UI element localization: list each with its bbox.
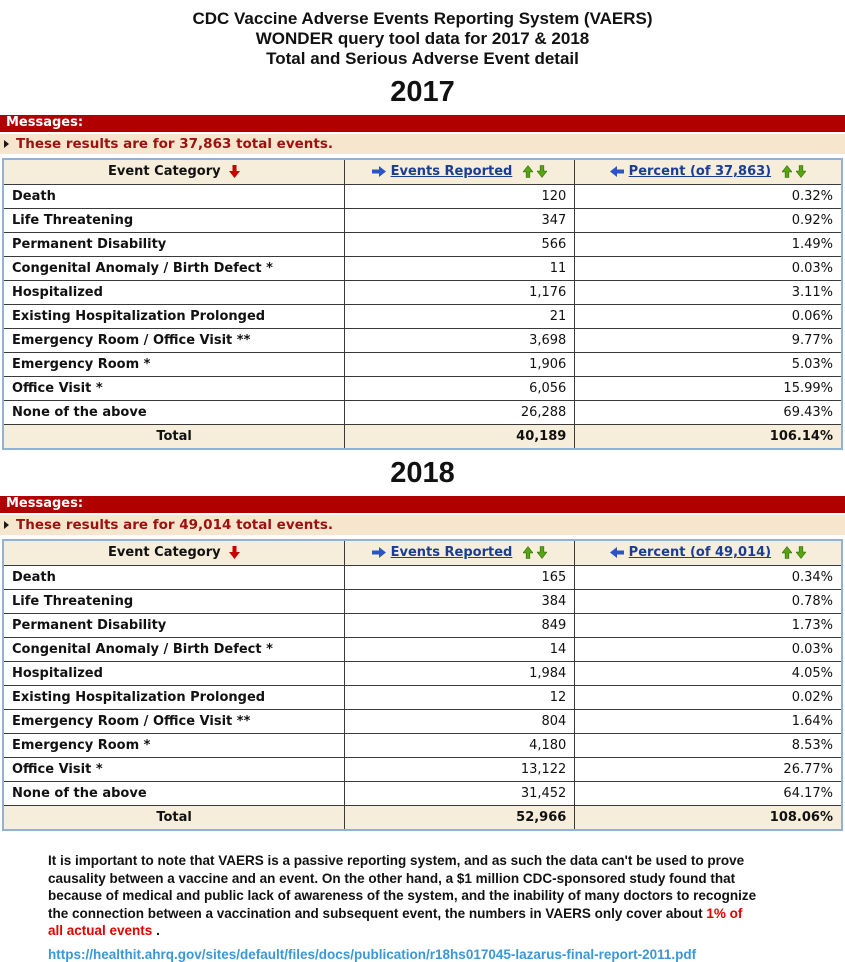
events-reported-cell: 12 <box>345 685 575 709</box>
percent-sort-link[interactable]: Percent (of 37,863) <box>628 164 772 180</box>
percent-cell: 0.03% <box>575 637 841 661</box>
table-row <box>4 232 841 256</box>
event-category-cell: Existing Hospitalization Prolonged <box>4 685 345 709</box>
events-reported-cell: 6,056 <box>345 376 575 400</box>
sort-descending-icon[interactable] <box>537 546 547 559</box>
messages-label: Messages: <box>6 115 84 130</box>
percent-cell: 5.03% <box>575 352 841 376</box>
table-row <box>4 685 841 709</box>
disclaimer-highlight: 1% of all actual events <box>48 905 743 938</box>
event-category-cell: None of the above <box>4 781 345 805</box>
percent-cell: 0.32% <box>575 184 841 208</box>
event-category-cell: Office Visit * <box>4 376 345 400</box>
results-message: These results are for 37,863 total events. <box>16 136 334 152</box>
events-reported-cell: 1,176 <box>345 280 575 304</box>
percent-cell: 4.05% <box>575 661 841 685</box>
table-row <box>4 757 841 781</box>
event-category-cell: Emergency Room * <box>4 733 345 757</box>
event-category-cell: Permanent Disability <box>4 613 345 637</box>
table-row <box>4 376 841 400</box>
sort-ascending-icon[interactable] <box>782 546 792 559</box>
page-title-line-1: CDC Vaccine Adverse Events Reporting System (VAERS) <box>192 9 653 28</box>
page-title-line-2: WONDER query tool data for 2017 & 2018 <box>255 29 590 48</box>
disclosure-triangle-icon[interactable] <box>4 521 9 529</box>
events-reported-cell: 165 <box>345 565 575 589</box>
page-title <box>0 0 845 69</box>
right-arrow-icon <box>372 547 386 558</box>
events-reported-cell: 347 <box>345 208 575 232</box>
events-reported-cell: 31,452 <box>345 781 575 805</box>
total-label-cell: Total <box>4 805 345 829</box>
event-category-cell: Existing Hospitalization Prolonged <box>4 304 345 328</box>
table-row <box>4 709 841 733</box>
table-row <box>4 256 841 280</box>
column-header-event-category <box>4 160 345 184</box>
column-header-event-category <box>4 541 345 565</box>
events-reported-cell: 1,984 <box>345 661 575 685</box>
results-message: These results are for 49,014 total events. <box>16 517 334 533</box>
percent-cell: 15.99% <box>575 376 841 400</box>
percent-cell: 0.06% <box>575 304 841 328</box>
table-row <box>4 400 841 424</box>
total-percent-cell: 106.14% <box>575 424 841 448</box>
event-category-cell: Congenital Anomaly / Birth Defect * <box>4 256 345 280</box>
events-reported-cell: 3,698 <box>345 328 575 352</box>
table-row <box>4 565 841 589</box>
events-reported-cell: 13,122 <box>345 757 575 781</box>
disclaimer-paragraph <box>48 852 760 940</box>
percent-cell: 0.92% <box>575 208 841 232</box>
event-category-cell: Emergency Room / Office Visit ** <box>4 328 345 352</box>
events-reported-sort-link[interactable]: Events Reported <box>390 164 513 180</box>
percent-sort-link[interactable]: Percent (of 49,014) <box>628 545 772 561</box>
event-category-cell: Death <box>4 565 345 589</box>
message-row <box>0 134 845 154</box>
messages-bar <box>0 115 845 132</box>
percent-cell: 0.34% <box>575 565 841 589</box>
percent-cell: 8.53% <box>575 733 841 757</box>
table-row <box>4 661 841 685</box>
messages-label: Messages: <box>6 496 84 511</box>
results-table-2018 <box>2 539 843 831</box>
events-reported-cell: 804 <box>345 709 575 733</box>
results-table-2017 <box>2 158 843 450</box>
table-row <box>4 280 841 304</box>
total-percent-cell: 108.06% <box>575 805 841 829</box>
event-category-cell: Hospitalized <box>4 661 345 685</box>
events-reported-sort-link[interactable]: Events Reported <box>390 545 513 561</box>
percent-cell: 69.43% <box>575 400 841 424</box>
sort-descending-icon[interactable] <box>796 165 806 178</box>
event-category-cell: None of the above <box>4 400 345 424</box>
column-header-percent <box>575 160 841 184</box>
total-events-cell: 40,189 <box>345 424 575 448</box>
table-row <box>4 613 841 637</box>
disclaimer-text: It is important to note that VAERS is a passive reporting system, and as such the data can't be used to prove causality between a vaccine and an event. On the other hand, a $1 million CDC-sponsored study found that because of medical and public lack of awareness of the system, and the inability of many doctors to recognize the connection between a vaccination and subsequent event, the numbers in VAERS only cover about <box>48 853 757 921</box>
events-reported-cell: 384 <box>345 589 575 613</box>
percent-cell: 26.77% <box>575 757 841 781</box>
table-header-row <box>4 160 841 184</box>
disclaimer-period: . <box>152 923 160 938</box>
event-category-header-label: Event Category <box>107 164 221 180</box>
total-events-cell: 52,966 <box>345 805 575 829</box>
percent-cell: 0.03% <box>575 256 841 280</box>
left-arrow-icon <box>610 547 624 558</box>
event-category-cell: Permanent Disability <box>4 232 345 256</box>
event-category-cell: Office Visit * <box>4 757 345 781</box>
events-reported-cell: 849 <box>345 613 575 637</box>
disclosure-triangle-icon[interactable] <box>4 140 9 148</box>
event-category-cell: Emergency Room * <box>4 352 345 376</box>
events-reported-cell: 14 <box>345 637 575 661</box>
page-title-line-3: Total and Serious Adverse Event detail <box>266 49 579 68</box>
table-row <box>4 781 841 805</box>
percent-cell: 0.02% <box>575 685 841 709</box>
sort-ascending-icon[interactable] <box>523 546 533 559</box>
year-heading-2017: 2017 <box>390 76 455 108</box>
sort-descending-red-icon <box>229 165 240 178</box>
sort-ascending-icon[interactable] <box>523 165 533 178</box>
table-row <box>4 184 841 208</box>
year-heading-2018: 2018 <box>390 457 455 489</box>
events-reported-cell: 11 <box>345 256 575 280</box>
percent-cell: 1.49% <box>575 232 841 256</box>
table-row <box>4 328 841 352</box>
sort-descending-red-icon <box>229 546 240 559</box>
column-header-events-reported <box>345 160 575 184</box>
percent-cell: 1.73% <box>575 613 841 637</box>
table-row <box>4 208 841 232</box>
events-reported-cell: 21 <box>345 304 575 328</box>
table-total-row <box>4 424 841 448</box>
sort-descending-icon[interactable] <box>537 165 547 178</box>
table-row <box>4 352 841 376</box>
table-header-row <box>4 541 841 565</box>
sort-descending-icon[interactable] <box>796 546 806 559</box>
event-category-cell: Life Threatening <box>4 589 345 613</box>
table-row <box>4 733 841 757</box>
event-category-header-label: Event Category <box>107 545 221 561</box>
event-category-cell: Death <box>4 184 345 208</box>
table-row <box>4 304 841 328</box>
percent-cell: 9.77% <box>575 328 841 352</box>
column-header-events-reported <box>345 541 575 565</box>
event-category-cell: Life Threatening <box>4 208 345 232</box>
right-arrow-icon <box>372 166 386 177</box>
message-row <box>0 515 845 535</box>
events-reported-cell: 4,180 <box>345 733 575 757</box>
percent-cell: 0.78% <box>575 589 841 613</box>
percent-cell: 3.11% <box>575 280 841 304</box>
table-row <box>4 637 841 661</box>
events-reported-cell: 566 <box>345 232 575 256</box>
events-reported-cell: 1,906 <box>345 352 575 376</box>
column-header-percent <box>575 541 841 565</box>
table-row <box>4 589 841 613</box>
event-category-cell: Emergency Room / Office Visit ** <box>4 709 345 733</box>
event-category-cell: Hospitalized <box>4 280 345 304</box>
left-arrow-icon <box>610 166 624 177</box>
event-category-cell: Congenital Anomaly / Birth Defect * <box>4 637 345 661</box>
sort-ascending-icon[interactable] <box>782 165 792 178</box>
percent-cell: 64.17% <box>575 781 841 805</box>
total-label-cell: Total <box>4 424 345 448</box>
events-reported-cell: 26,288 <box>345 400 575 424</box>
events-reported-cell: 120 <box>345 184 575 208</box>
percent-cell: 1.64% <box>575 709 841 733</box>
table-total-row <box>4 805 841 829</box>
messages-bar <box>0 496 845 513</box>
report-pdf-link[interactable]: https://healthit.ahrq.gov/sites/default/files/docs/publication/r18hs017045-lazarus-final-report-2011.pdf <box>48 946 697 962</box>
